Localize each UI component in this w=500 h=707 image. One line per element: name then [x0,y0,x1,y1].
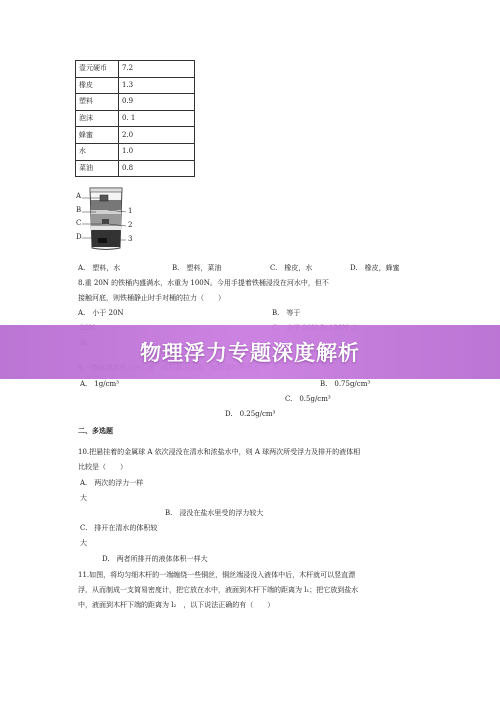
q10-stem-line1: 10.把悬挂着的金属球 A 依次浸没在清水和浓盐水中，则 A 球两次所受浮力及排开的液体相 [78,448,361,456]
q9-option-d: D. 0.25g/cm³ [225,410,276,418]
density-value-cell: 2.0 [119,127,195,144]
material-name-cell: 泡沫 [76,110,119,127]
beaker-diagram [76,186,136,252]
q7-option-c: C. 橡皮，水 [270,264,313,272]
material-name-cell: 橡皮 [76,77,119,94]
q9-option-a: A. 1g/cm³ [80,380,119,388]
q9-option-b: B. 0.75g/cm³ [320,380,371,388]
q8-stem-line2: 接触河底，则铁桶静止时手对桶的拉力（ ） [78,294,225,302]
diagram-label-b: B [76,206,82,214]
density-value-cell: 0.8 [119,160,195,177]
diagram-label-c: C [76,219,82,227]
q11-stem-line1: 11.如图，将均匀细木杆的一端缠绕一些铜丝，铜丝端浸没入液体中后，木杆就可以竖直漂 [78,571,356,579]
q10-stem-line2: 比较是（ ） [78,463,127,471]
density-table-row [76,110,195,127]
q11-stem-line3: 中，液面到木杆下端的距离为 l₂ ，以下说法正确的有（ ） [78,601,275,609]
density-table-row [76,160,195,177]
beaker-layers-figure [76,186,136,252]
density-value-cell: 0. 1 [119,110,195,127]
q10-option-c: C. 排开在清水的体积较 [80,524,158,532]
q10-option-a-cont: 大 [80,494,87,502]
q8-option-b: B. 等于 [272,309,301,317]
banner-title: 物理浮力专题深度解析 [140,341,360,365]
density-value-cell: 0.9 [119,94,195,111]
material-name-cell: 水 [76,143,119,160]
material-name-cell: 塑料 [76,94,119,111]
q7-option-b: B. 塑料，菜油 [172,264,222,272]
q7-option-d: D. 橡皮，蜂蜜 [350,264,400,272]
q10-option-b: B. 浸没在盐水里受的浮力较大 [165,509,264,517]
diagram-label-a: A [76,192,82,200]
material-name-cell: 菜油 [76,160,119,177]
q11-stem-line2: 浮，从而制成一支简易密度计，把它放在水中，液面到木杆下端的距离为 l₁；把它放到盐水 [78,586,359,594]
density-table-row [76,127,195,144]
density-value-cell: 1.3 [119,77,195,94]
diagram-label-d: D [76,233,82,241]
diagram-label-2: 2 [128,221,133,229]
q8-stem-line1: 8.重 20N 的铁桶内盛满水，水重为 100N。今用手提着铁桶浸没在河水中，但不 [78,279,329,287]
diagram-label-1: 1 [128,207,133,215]
diagram-label-3: 3 [128,235,133,243]
q9-option-c: C. 0.5g/cm³ [285,395,331,403]
title-banner [0,325,500,379]
material-name-cell: 蜂蜜 [76,127,119,144]
density-table-row [76,77,195,94]
q7-option-a: A. 塑料，水 [78,264,121,272]
material-name-cell: 壹元硬币 [76,61,119,78]
density-table-row [76,143,195,160]
q8-option-a: A. 小于 20N [78,309,124,317]
density-table-row [76,94,195,111]
q10-option-a: A. 两次的浮力一样 [80,479,144,487]
density-table-row [76,61,195,78]
section-heading-multiple-choice: 二、多选题 [78,426,113,435]
density-value-cell: 1.0 [119,143,195,160]
q10-option-d: D. 两者所排开的液体体积一样大 [102,555,208,563]
q10-option-c-cont: 大 [80,539,87,547]
density-table [75,60,195,177]
density-value-cell: 7.2 [119,61,195,78]
